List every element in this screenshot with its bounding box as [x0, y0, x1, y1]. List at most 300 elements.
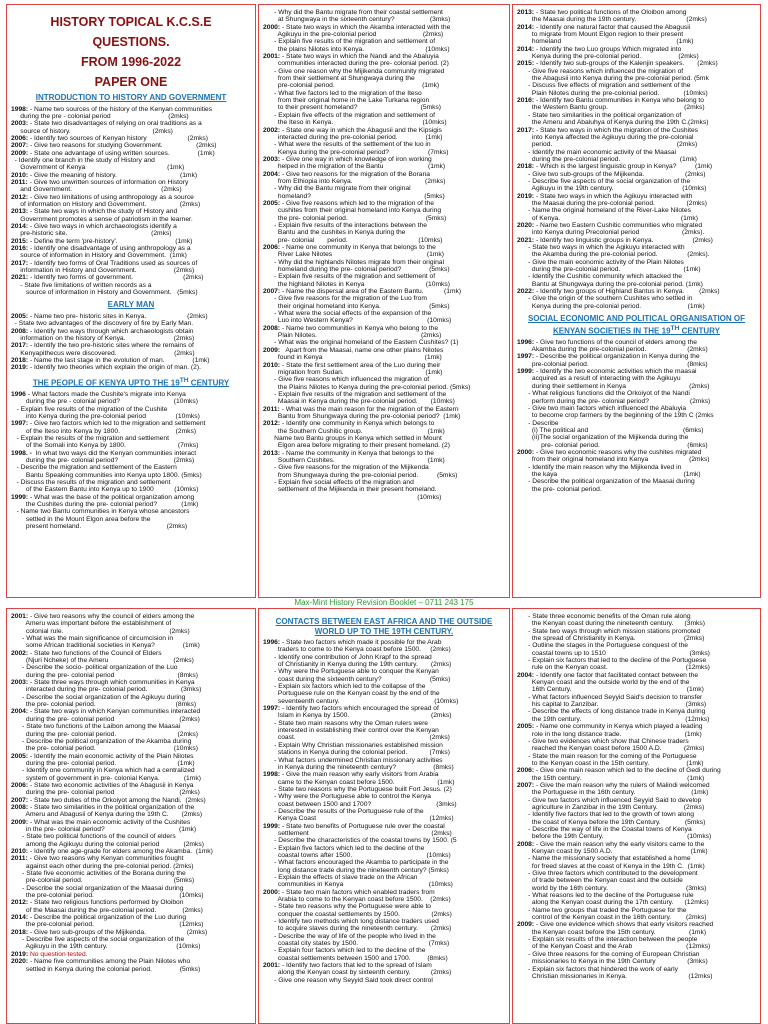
question-line: - Describe five aspects of the social organization of the	[517, 177, 691, 185]
question-line: and Government. (2mks)	[11, 186, 182, 194]
question-line: the Ameru and Abaluhya of Kenya during the 19th C.(2mks)	[517, 119, 709, 127]
footer-text: Max-Mint History Revision Booklet – 0711 243 175	[294, 598, 474, 607]
question-line	[11, 420, 251, 427]
question-text: - Identify one factor that facilitated contact between the	[534, 671, 699, 679]
question-line	[11, 914, 251, 921]
exam-year: 2009:	[11, 818, 29, 826]
question-line	[263, 406, 505, 413]
question-line: - Give five reasons which influenced the migration of	[263, 376, 430, 384]
question-text: - Give two sub-groups of the Mijikenda. (2mks)	[28, 928, 208, 936]
question-text: - What factors made the Cushite's migrate into Kenya	[25, 390, 186, 398]
question-text: - Give the main reason why the early visitors came to the	[534, 840, 705, 848]
title-line: FROM 1996-2022	[80, 55, 182, 69]
question-line: - Name two groups that traded the Portuguese for the	[517, 906, 687, 914]
question-line	[11, 929, 251, 936]
question-line: the pre-colonial period. (10mks)	[11, 892, 204, 900]
question-line: to their present homeland? (5mks)	[263, 104, 442, 112]
question-line: - State two reasons why the Portuguese built Fort Jesus. (2)	[263, 785, 452, 793]
question-text: - Give the main reason why the rulers of Malindi welcomed	[534, 781, 710, 789]
question-line: the Iteso in Kenya. (10mks)	[263, 119, 447, 127]
exam-year: 2008:	[517, 840, 535, 848]
question-line: into Kenya affected the Agikuyu during the pre-colonial	[517, 133, 694, 141]
page1-column-3	[512, 4, 761, 598]
question-line	[11, 848, 251, 855]
question-line: the pre-colonial period. (12mks)	[11, 921, 204, 929]
question-line: Southern Cushites. (1mk)	[263, 456, 445, 464]
question-line: source of information in History and Government. (5mks)	[11, 289, 198, 297]
question-text: - State two ways in which the migration of the Cushites	[534, 126, 699, 134]
question-line	[11, 958, 251, 965]
question-line	[517, 723, 756, 730]
question-line: along the Kenyan coast during the 17th century. (12mks)	[517, 899, 709, 907]
question-text: - State the first settlement area of the Luo during their	[280, 361, 441, 369]
question-line: pre- colonial period. (10mks)	[263, 236, 443, 244]
question-line: Name two Bantu groups in Kenya which settled in Mount	[263, 434, 442, 442]
question-line	[517, 24, 756, 31]
question-line: of the Iteso into Kenya by 1800. (2mks)	[11, 427, 197, 435]
exam-year: 1999:	[11, 493, 29, 501]
question-text: - What was the main reason for the migration of the Eastern	[279, 405, 459, 413]
question-line: during the pre - colonial period (2mks)	[11, 112, 189, 120]
exam-year: 2012:	[11, 193, 29, 201]
question-line: the Kenyan coast during the nineteenth century. (3mks)	[517, 620, 705, 628]
question-line: period. (2mks)	[517, 141, 698, 149]
question-text: Apart from the Maasai, name one other plains Nilotes	[280, 346, 444, 354]
question-line: - Identify the Cushitic community which attacked the	[517, 273, 683, 281]
exam-year: 1998:	[263, 771, 281, 779]
exam-year: 2013:	[517, 9, 535, 16]
question-line: - Name two Bantu communities in Kenya whose ancestors	[11, 508, 190, 516]
question-line: (i) The political and (6mks)	[517, 426, 704, 434]
exam-year: 2014:	[11, 914, 29, 922]
exam-year: 2018:	[517, 163, 535, 171]
question-line: - Describe the political organization of the Maasai during	[517, 478, 695, 486]
question-line: for freed slaves at the coast of Kenya in the 19th C. (1mk)	[517, 862, 705, 870]
question-text: - State one way in which the Abagusii and the Kipsigis	[280, 126, 442, 134]
question-line	[11, 450, 251, 457]
question-line: - Identify the main economic activity of the Maasai	[517, 148, 677, 156]
document-title	[11, 15, 251, 89]
question-text: - What was the base of the political organization among	[28, 493, 195, 501]
question-line: settled in the Mount Elgon area before the	[11, 515, 151, 523]
question-line: - Why did the highlands Nilotes migrate from their original	[263, 258, 445, 266]
question-line	[11, 494, 251, 501]
question-line: the highland Nilotes in Kenya (10mks)	[263, 280, 450, 288]
question-line	[517, 9, 756, 16]
question-text: - Give two ways in which archaeologists identify a	[28, 223, 177, 230]
question-line	[517, 127, 756, 134]
question-line: information in History and Government. (2mks)	[11, 267, 195, 275]
exam-year: 2007:	[263, 288, 281, 296]
question-text: - State two similarities in the political organization of the	[28, 803, 195, 811]
exam-year: 2003:	[11, 679, 29, 687]
question-line: source of information in History and Government. (1mk)	[11, 252, 187, 260]
question-line	[11, 819, 251, 826]
question-line: (ii)The social organization of the Mijikenda during the	[517, 434, 689, 442]
question-line: Christian missionaries in Kenya. (12mks)	[517, 972, 713, 980]
question-line: - Explain five results of the migration and settlement of	[263, 273, 436, 281]
booklet-page-1	[6, 4, 761, 598]
question-line: - Explain five results of the migration and settlement of the	[263, 390, 447, 398]
exam-year: 2008:	[11, 327, 29, 335]
question-line: the 15th century. (1mk)	[517, 774, 705, 782]
question-line: the Maasai during the 19th century. (2mks)	[517, 16, 707, 24]
exam-year: 2019:	[517, 192, 535, 200]
question-text: - Name two pre- historic sites in Kenya. (2mks)	[28, 312, 208, 320]
question-text: - Identify the two economic activities which the maasai	[534, 368, 697, 376]
question-line: during the pre- colonial period (8mks)	[11, 671, 198, 679]
question-text: - Describe the political organization in Kenya during the	[534, 353, 700, 361]
question-line	[11, 342, 251, 349]
question-text: - Identify two forms of government. (2mks)	[28, 274, 204, 282]
page2-column-1	[6, 608, 256, 1024]
question-line: - Give three reasons for the coming of European Christian	[517, 950, 700, 958]
question-line: coast during the sixteenth century? (5mks)	[263, 675, 451, 683]
question-line	[11, 223, 251, 230]
question-line: to migrate from Mount Elgon region to their present	[517, 31, 684, 39]
question-text: - Name the last stage in the evolution of man. (1mk)	[28, 357, 210, 364]
question-line: control of the Kenyan coast in the 16th century. (2mks)	[517, 914, 707, 922]
question-line: - What was the original homeland of the Eastern Cushites? (1)	[263, 339, 459, 347]
question-line: - Give two main factors which influenced the Abaluyia	[517, 404, 687, 412]
question-line: along the Kenyan coast by sixteenth century. (2mks)	[263, 969, 452, 977]
question-line: present homeland. (2mks)	[11, 523, 188, 531]
question-line	[263, 639, 505, 646]
question-text: - What was the main economic activity of the Cushites	[28, 818, 191, 826]
exam-year: 2000:	[517, 448, 535, 456]
question-text: - Give two economic reasons why the cushites migrated	[534, 448, 702, 456]
question-line: Kenyapithecus were discovered. (2mks)	[11, 349, 195, 357]
question-line	[11, 855, 251, 862]
question-line: - State three economic benefits of the Oman rule along	[517, 613, 691, 620]
question-line: found in Kenya (1mk)	[263, 354, 442, 362]
question-line: - Describe the socio- political organization of the Luo	[11, 664, 178, 672]
question-line	[517, 921, 756, 928]
question-text: - Identify two Bantu communities in Kenya who belong to	[534, 97, 704, 105]
question-line: pre-historic site. (2mks)	[11, 230, 172, 238]
page2-column-2	[258, 608, 510, 1024]
question-text: - Give two limitations of using anthropology as a source	[28, 193, 194, 201]
question-line: communities in Kenya (10mks)	[263, 881, 453, 889]
question-text: - Identify two sub-groups of the Kalenjin speakers. (2mks)	[534, 60, 718, 68]
question-line: missionaries to Kenya in the 19th Century (3mks)	[517, 958, 708, 966]
question-line: - Give the main economic activity of the Plain Nilotes	[517, 258, 684, 266]
exam-year: 2006:	[263, 244, 281, 251]
question-line: during their settlement in Kenya (2mks)	[517, 382, 710, 390]
exam-year: 2021:	[11, 274, 29, 282]
question-line: into Kenya during the pre-colonial period (10mks)	[11, 412, 200, 420]
question-line: - Name the missionary society that established a home	[517, 855, 691, 863]
question-line	[11, 357, 251, 364]
question-line: - Why did the Bantu migrate from their original	[263, 185, 411, 193]
exam-year: 2004:	[263, 170, 281, 178]
question-line: - Explain five results of the interactions between the	[263, 221, 427, 229]
page2-column-3	[512, 608, 761, 1024]
question-line: - Describe the effects of long distance trade in Kenya during	[517, 708, 706, 716]
question-line: at Shungwaya in the sixteenth century? (3mks)	[263, 16, 451, 24]
question-line: settlement (2mks)	[263, 829, 452, 837]
exam-year: 1997:	[517, 353, 535, 361]
question-line: - Explain four factors which led to the decline of the	[263, 947, 426, 955]
question-line	[517, 782, 756, 789]
question-line: the kaya (1mk)	[517, 470, 701, 478]
question-line: Plain Nilotes during the pre-colonial period. (10mks)	[517, 89, 708, 97]
question-text: - Give one way in which knowledge of iron working	[280, 155, 432, 163]
question-line: into Kenya during Precolonial period (2mks).	[517, 229, 705, 237]
page1-column-2	[258, 4, 510, 598]
exam-year: 2008:	[263, 324, 281, 332]
question-line	[517, 97, 756, 104]
exam-year: 2013:	[11, 208, 29, 216]
question-line: pre-colonial period. (8mks)	[517, 360, 708, 368]
question-line: of information on History and Government. (2mks)	[11, 200, 201, 208]
question-line: - Describe the way of life in the Coastal towns of Kenya	[517, 825, 692, 833]
question-line: - Why were the Portuguese able to control the Kenya	[263, 793, 432, 801]
question-line: - State five limitations of written records as a	[11, 281, 152, 289]
question-line: information on the history of Kenya. (2mks)	[11, 334, 195, 342]
exam-year: 2014:	[517, 45, 535, 53]
section-heading: THE PEOPLE OF KENYA UPTO THE 19TH CENTURY	[32, 376, 230, 388]
question-line: during the pre- colonial period. (2mks)	[11, 730, 198, 738]
question-line: - State two functions of the Laibon among the Maasai	[11, 723, 181, 731]
exam-year: 1998. -	[11, 449, 32, 457]
exam-year: 1998:	[11, 105, 29, 113]
question-line: during the pre-colonial period. (1mk)	[517, 155, 697, 163]
question-line: the Kenyan coast before the 15th century. (1mk)	[517, 928, 707, 936]
exam-year: 2017:	[517, 126, 535, 134]
question-line: - Give two factors which influenced Seyyid Said to develop	[517, 796, 702, 804]
question-line	[263, 962, 505, 969]
exam-year: 2005:	[263, 199, 281, 207]
question-line: - What factors encouraged the Akamba to participate in the	[263, 859, 449, 867]
question-text: In what two ways did the Kenyan communities interact	[31, 449, 197, 457]
question-line	[11, 951, 251, 958]
question-line: - Identify five factors that led to the growth of town along	[517, 811, 694, 819]
question-line	[517, 672, 756, 679]
question-text: - Name one community in Kenya which played a leading	[534, 723, 703, 731]
question-line: settled in Kenya during the colonial period. (5mks)	[11, 965, 201, 973]
question-text: - Give two reasons why Kenyan communities fought	[27, 855, 184, 863]
question-line	[11, 782, 251, 789]
question-line: Agikuyu in the 19th century. (10mks)	[11, 943, 201, 951]
question-line: Kenyan coast and the outside world by the end of the	[517, 679, 690, 687]
question-line: - Explain the effects of slave trade on the African	[263, 874, 418, 881]
question-text: - Describe the political organization of the Luo during	[28, 914, 187, 922]
question-line: of trade between the Kenyan coast and the outside	[517, 877, 683, 885]
question-text: - State three ways through which communities in Kenya	[28, 679, 195, 687]
question-text: - State two political functions of the Oloibon among	[534, 9, 687, 16]
question-line: coastal towns up to 1510 (3mks)	[517, 649, 710, 657]
question-line: among the Agikuyu during the colonial period (2mks)	[11, 840, 204, 848]
question-line: came to the Kenyan coast before 1500. (1mk)	[263, 778, 455, 786]
exam-year: 1997:	[11, 420, 29, 428]
question-line: - What reasons led to the decline of the Portuguese rule	[517, 892, 694, 900]
question-line: some African traditional societies in Kenya? (1mk)	[11, 642, 200, 650]
question-text: - Identify one disadvantage of using anthropology as a	[28, 245, 191, 253]
exam-year: 1996:	[263, 639, 281, 646]
question-line: colonial rule. (2mks)	[11, 627, 190, 635]
question-line	[517, 60, 756, 67]
question-line	[11, 804, 251, 811]
exam-year: 2012:	[263, 420, 281, 428]
question-line: the Western Bantu group. (2mks)	[517, 104, 705, 112]
question-line: to the Kenyan coast in the 15th century. (1mk)	[517, 759, 704, 767]
question-line	[11, 364, 251, 371]
exam-year: 2003:	[263, 155, 281, 163]
question-line: - What five factors led to the migration of the Iteso	[263, 89, 422, 97]
question-line: the Maasai during the pre-colonial period. (2mks)	[517, 199, 707, 207]
question-line: - Describe the social organization of the Agikuyu during	[11, 693, 186, 701]
question-line: - Describe five aspects of the social organization of the	[11, 936, 185, 944]
question-text: - State two duties of the Orkoiyot among the Nandi. (2mks)	[28, 796, 206, 804]
question-line: - Describe the migration and settlement of the Eastern	[11, 464, 177, 472]
question-line	[11, 899, 251, 906]
question-text: - Give two functions of the council of elders among the	[534, 338, 697, 346]
exam-year: 2004:	[11, 708, 29, 716]
question-line	[517, 288, 756, 295]
question-line: - Identify the main reason why the Mijikenda lived in	[517, 463, 682, 471]
question-line: coastal city states by 1500. (7mks)	[263, 940, 450, 948]
question-line	[517, 163, 756, 170]
question-line: - Outline the stages in the Portuguese conquest of the	[517, 642, 689, 650]
question-line: during the pre- colonial period (2mks)	[11, 715, 200, 723]
question-line	[517, 841, 756, 848]
question-line	[263, 823, 505, 830]
question-line: Bantu and the cushites in Kenya during the	[263, 229, 406, 237]
question-line	[517, 353, 756, 360]
question-line: - Describe the political organization of the Akamba during	[11, 737, 192, 745]
exam-year: 2015:	[11, 237, 29, 245]
question-line: - Explain six factors which led to the collapse of the	[263, 683, 426, 691]
exam-year: 2007:	[11, 142, 29, 150]
question-line: during the pre- colonial period. (1mk)	[11, 759, 195, 767]
question-line: Islam in Kenya by 1500. (2mks)	[263, 712, 452, 720]
question-line: during the pre- colonial period? (2mks)	[11, 456, 195, 464]
question-line	[11, 172, 251, 179]
question-line: River Lake Nilotes (1mk)	[263, 251, 444, 259]
section-heading: CONTACTS BETWEEN EAST AFRICA AND THE OUTSIDE WORLD UP TO THE 19TH CENTURY.	[275, 617, 493, 636]
question-line: - State two reasons why the Portuguese were able to	[263, 903, 432, 911]
question-line	[11, 708, 251, 715]
question-line: - Explain five effects of the migration and settlement of	[263, 111, 435, 119]
question-line: from their original homeland into Kenya (2mks)	[517, 456, 710, 464]
question-text: - State two religious functions performed by Oloibon	[28, 899, 184, 907]
question-line: - Explain six factors that led to the decline of the Portuguese	[517, 657, 707, 665]
exam-year: 2005:	[11, 312, 29, 320]
exam-year: 2015:	[517, 60, 535, 68]
question-line	[517, 368, 756, 375]
question-text: - Identify two ways through which archaeologists obtain	[28, 327, 194, 335]
question-line	[11, 260, 251, 267]
question-line	[517, 339, 756, 346]
question-line: Government of Kenya (1mk)	[11, 164, 185, 172]
question-line: - Identify one contribution of John Krapf to the spread	[263, 653, 432, 661]
exam-year: 2009:	[263, 346, 281, 354]
question-text: - Give the meaning of history. (1mk)	[28, 171, 198, 179]
question-line: against each other during the pre-colonial period. (2mks)	[11, 862, 194, 870]
question-line: - Describe the results of the Portuguese rule of the	[263, 807, 424, 815]
question-line: from Shungwaya during the pre-colonial period. (5mks)	[263, 471, 458, 479]
question-text: - Which is the largest linguistic group in Kenya? (1mk)	[534, 163, 713, 171]
question-line: coastal towns after 1500. (10mks)	[263, 851, 451, 859]
question-line: the Southern Cushitic group. (1mk)	[263, 427, 445, 435]
question-list	[263, 9, 505, 501]
exam-year: 2011:	[11, 178, 28, 186]
exam-year: 2021:	[517, 236, 535, 244]
question-text: - Identify one age-grade for elders among the Akamba. (1mk)	[28, 848, 213, 855]
exam-year: 2019:	[11, 364, 29, 372]
exam-year: 1996:	[517, 338, 535, 346]
question-line: from their original home in the Lake Turkana region	[263, 97, 430, 105]
question-text: - Give one evidence which shows that early visitors reached	[534, 921, 714, 929]
question-line: of the Kenyan Coast and the Arab (12mks)	[517, 943, 711, 951]
question-text: - Identify the two pre-historic sites where the remains of	[28, 342, 194, 350]
question-line: of Christianity in Kenya during the 19th century. (2mks)	[263, 661, 452, 669]
question-line	[263, 705, 505, 712]
question-line	[263, 325, 505, 332]
question-line	[11, 194, 251, 201]
question-line: - Give one reason why the Mijikenda community migrated	[263, 67, 445, 75]
question-line: to acquire slaves during the nineteenth century. (2mks)	[263, 925, 452, 933]
question-line: during the pre- colonial period (2mks)	[11, 789, 200, 797]
question-line: Kenya Coast (12mks)	[263, 815, 454, 823]
exam-year: 2022:	[517, 288, 535, 296]
exam-year: 2014:	[11, 223, 29, 230]
booklet-page-2	[6, 608, 761, 1024]
question-text: - Identify two theories which explain the origin of man. (2).	[28, 364, 201, 372]
question-line: - What religious functions did the Orkoiyot of the Nandi	[517, 390, 690, 398]
question-text: - Name two communities in Kenya who belong to the	[280, 324, 439, 332]
question-line: homeland (1mk)	[517, 38, 694, 46]
question-line: - Give two evidences which show that Chinese traders	[517, 737, 689, 745]
question-line	[11, 797, 251, 804]
question-text: - Identify the two Luo groups Which migrated into	[534, 45, 682, 53]
question-line: Government promotes a sense of patriotism in the learner.	[11, 215, 193, 223]
question-line: - Explain the results of the migration and settlement	[11, 434, 169, 442]
question-line: (Njuri Ncheke) of the Ameru (2mks)	[11, 657, 194, 665]
question-line: the pre- colonial period. (5mks)	[263, 214, 447, 222]
exam-year: 1999:	[517, 368, 535, 376]
question-line: role in the long distance trade. (1mk)	[517, 730, 702, 738]
question-line: - Explain five results of the migration and settlement of	[263, 38, 436, 46]
section-heading: EARLY MAN	[107, 300, 155, 310]
question-text: - Identify two linguistic groups in Kenya. (2mks)	[534, 236, 713, 244]
question-line: of Kenya. (1mk)	[517, 214, 698, 222]
question-line	[11, 274, 251, 281]
question-line: traders to come to the Kenya coast before 1500. (2mks)	[263, 646, 451, 654]
question-line: - Give the origin of the southern Cushites who settled in	[517, 295, 693, 303]
question-text: - State two disadvantages of relying on oral traditions as a	[28, 120, 202, 128]
question-text: - Name the dispersal area of the Eastern Bantu. (1mk)	[280, 288, 462, 296]
question-text: - Name one community in Kenya that belongs to the	[280, 244, 436, 251]
question-line	[11, 753, 251, 760]
question-line: the pre- colonial period. (8mks)	[11, 701, 197, 709]
question-line	[263, 127, 505, 134]
exam-year: 2000:	[263, 23, 281, 31]
question-line: - Explain five factors which led to the decline of the	[263, 844, 425, 852]
question-line: - State two main reasons why the Oman rulers were	[263, 719, 429, 727]
question-line: the spread of Christianity in Kenya. (2mks)	[517, 635, 705, 643]
question-line: - State two similarities in the political organization of	[517, 111, 682, 119]
question-line: Agikuyu in the 19th century. (10mks)	[517, 185, 707, 193]
question-line: the pre- colonial period. (10mks)	[11, 745, 198, 753]
question-line: the Plains Nilotes to Kenya during the pre-colonial period. (5mks)	[263, 383, 471, 391]
question-line: coast. (2mks)	[263, 734, 450, 742]
question-list	[517, 613, 756, 980]
question-line	[263, 244, 505, 251]
question-line: source of history. (2mks)	[11, 127, 173, 135]
question-line: his capital to Zanzibar. (3mks)	[517, 701, 707, 709]
